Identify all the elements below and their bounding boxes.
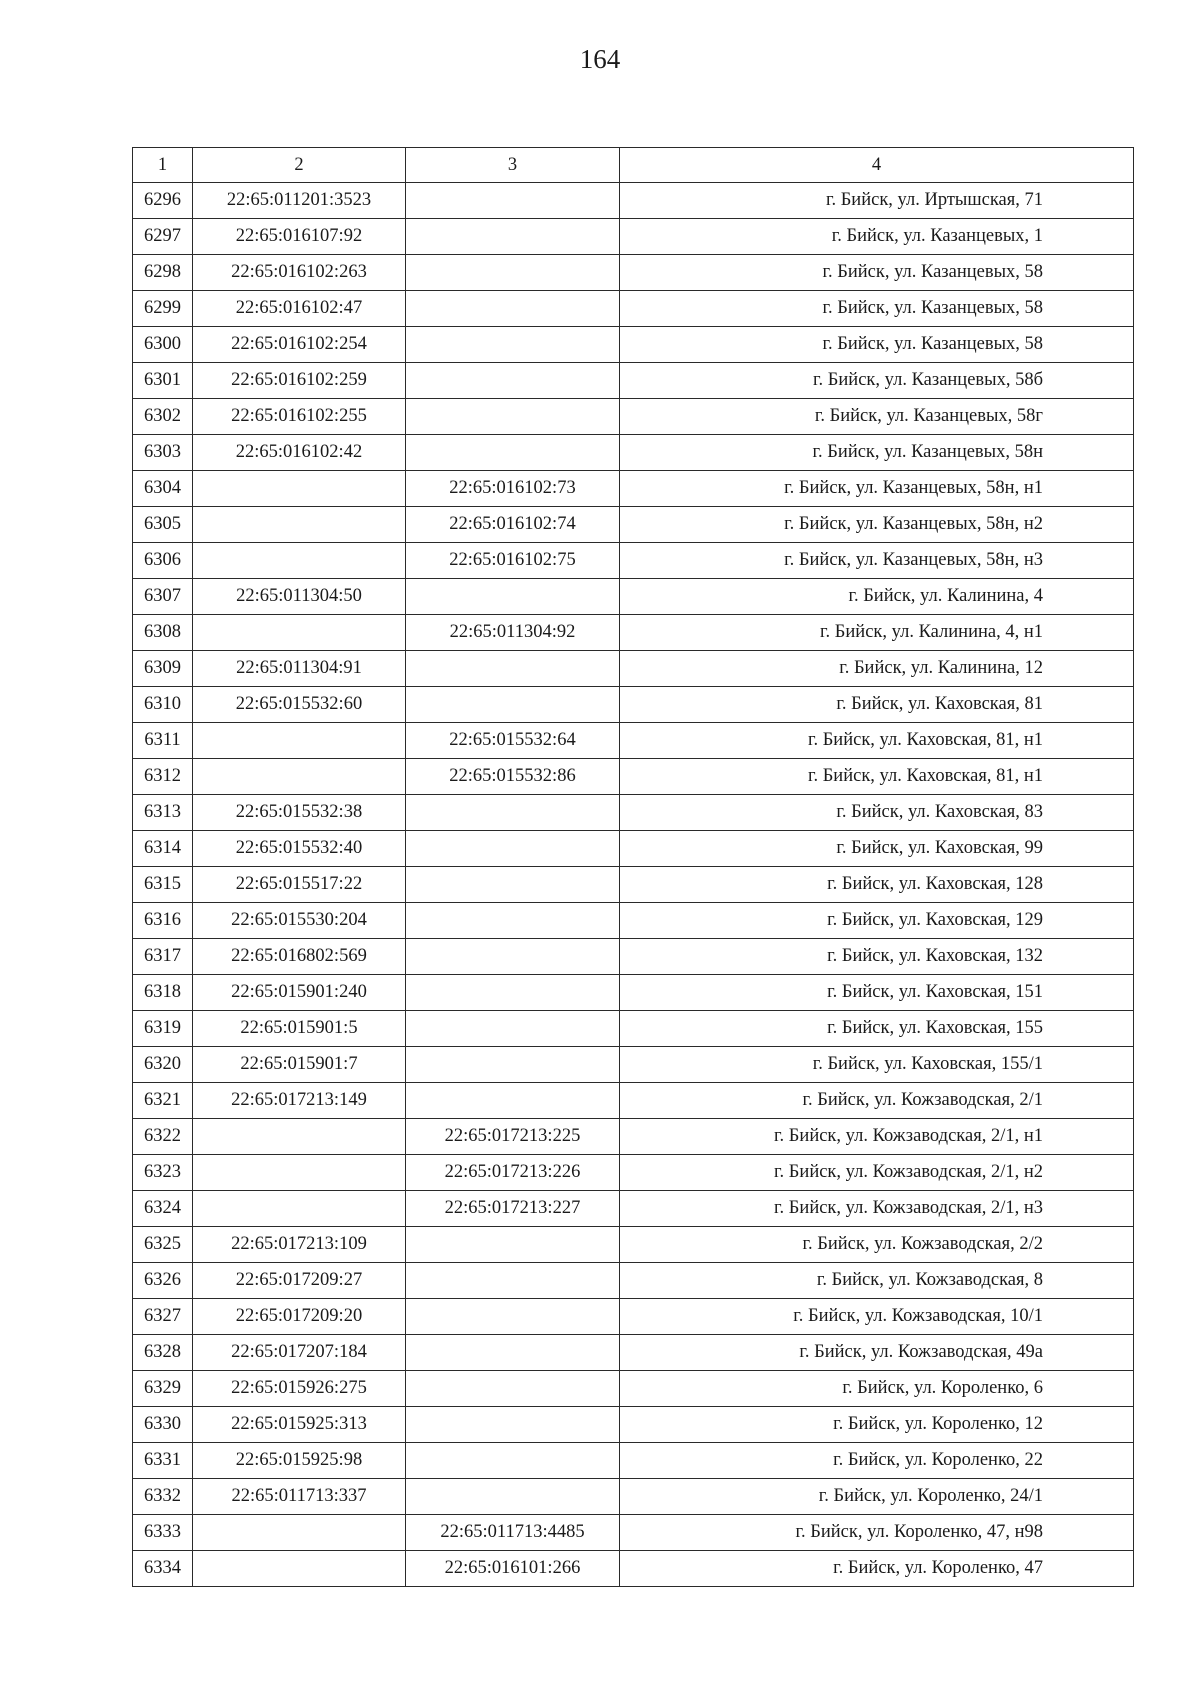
cadastral-number-cell: [193, 759, 406, 795]
address-cell: г. Бийск, ул. Казанцевых, 58: [620, 327, 1134, 363]
premises-number-cell: 22:65:011713:4485: [406, 1515, 620, 1551]
premises-number-cell: [406, 975, 620, 1011]
address-cell: г. Бийск, ул. Кожзаводская, 49а: [620, 1335, 1134, 1371]
cadastral-number-cell: 22:65:017209:27: [193, 1263, 406, 1299]
cadastral-number-cell: [193, 723, 406, 759]
table-row: [133, 291, 1134, 327]
address-cell: г. Бийск, ул. Каховская, 81, н1: [620, 723, 1134, 759]
address-cell: г. Бийск, ул. Каховская, 129: [620, 903, 1134, 939]
table-row: [133, 471, 1134, 507]
row-number-cell: 6329: [133, 1371, 193, 1407]
premises-number-cell: [406, 867, 620, 903]
address-cell: г. Бийск, ул. Казанцевых, 58н: [620, 435, 1134, 471]
cadastral-number-cell: 22:65:017213:109: [193, 1227, 406, 1263]
table-row: [133, 327, 1134, 363]
table-row: [133, 1407, 1134, 1443]
address-cell: г. Бийск, ул. Калинина, 12: [620, 651, 1134, 687]
address-cell: г. Бийск, ул. Кожзаводская, 10/1: [620, 1299, 1134, 1335]
cadastral-number-cell: 22:65:015532:38: [193, 795, 406, 831]
row-number-cell: 6320: [133, 1047, 193, 1083]
row-number-cell: 6328: [133, 1335, 193, 1371]
row-number-cell: 6321: [133, 1083, 193, 1119]
table-row: [133, 183, 1134, 219]
premises-number-cell: 22:65:015532:64: [406, 723, 620, 759]
cadastral-number-cell: 22:65:017209:20: [193, 1299, 406, 1335]
premises-number-cell: [406, 255, 620, 291]
cadastral-number-cell: 22:65:017213:149: [193, 1083, 406, 1119]
row-number-cell: 6323: [133, 1155, 193, 1191]
row-number-cell: 6303: [133, 435, 193, 471]
table-row: [133, 1227, 1134, 1263]
table-row: [133, 255, 1134, 291]
premises-number-cell: [406, 579, 620, 615]
table-row: [133, 687, 1134, 723]
cadastral-number-cell: [193, 507, 406, 543]
address-cell: г. Бийск, ул. Каховская, 81: [620, 687, 1134, 723]
premises-number-cell: [406, 1299, 620, 1335]
table-row: [133, 651, 1134, 687]
address-cell: г. Бийск, ул. Кожзаводская, 2/1, н2: [620, 1155, 1134, 1191]
cadastral-number-cell: 22:65:016102:259: [193, 363, 406, 399]
address-cell: г. Бийск, ул. Иртышская, 71: [620, 183, 1134, 219]
premises-number-cell: [406, 1083, 620, 1119]
cadastral-number-cell: 22:65:015926:275: [193, 1371, 406, 1407]
premises-number-cell: [406, 1263, 620, 1299]
row-number-cell: 6315: [133, 867, 193, 903]
address-cell: г. Бийск, ул. Казанцевых, 58б: [620, 363, 1134, 399]
row-number-cell: 6310: [133, 687, 193, 723]
table-row: [133, 1119, 1134, 1155]
table-row: [133, 831, 1134, 867]
table-row: [133, 1155, 1134, 1191]
row-number-cell: 6296: [133, 183, 193, 219]
address-cell: г. Бийск, ул. Калинина, 4, н1: [620, 615, 1134, 651]
table-row: [133, 399, 1134, 435]
address-cell: г. Бийск, ул. Калинина, 4: [620, 579, 1134, 615]
cadastral-number-cell: 22:65:016102:255: [193, 399, 406, 435]
cadastral-number-cell: [193, 1551, 406, 1587]
premises-number-cell: [406, 651, 620, 687]
table-row: [133, 579, 1134, 615]
address-cell: г. Бийск, ул. Казанцевых, 1: [620, 219, 1134, 255]
premises-number-cell: [406, 903, 620, 939]
row-number-cell: 6305: [133, 507, 193, 543]
address-cell: г. Бийск, ул. Кожзаводская, 2/1, н1: [620, 1119, 1134, 1155]
premises-number-cell: 22:65:016102:74: [406, 507, 620, 543]
column-header-1: 1: [133, 148, 193, 183]
table-row: [133, 1515, 1134, 1551]
address-cell: г. Бийск, ул. Короленко, 22: [620, 1443, 1134, 1479]
cadastral-number-cell: 22:65:015901:240: [193, 975, 406, 1011]
cadastral-number-cell: 22:65:015901:5: [193, 1011, 406, 1047]
row-number-cell: 6309: [133, 651, 193, 687]
address-cell: г. Бийск, ул. Кожзаводская, 2/1: [620, 1083, 1134, 1119]
table-row: [133, 1263, 1134, 1299]
cadastral-number-cell: 22:65:017207:184: [193, 1335, 406, 1371]
table-row: [133, 363, 1134, 399]
column-header-2: 2: [193, 148, 406, 183]
table-row: [133, 543, 1134, 579]
premises-number-cell: [406, 831, 620, 867]
premises-number-cell: [406, 795, 620, 831]
row-number-cell: 6299: [133, 291, 193, 327]
premises-number-cell: [406, 291, 620, 327]
premises-number-cell: 22:65:017213:226: [406, 1155, 620, 1191]
row-number-cell: 6313: [133, 795, 193, 831]
cadastral-number-cell: 22:65:011304:91: [193, 651, 406, 687]
row-number-cell: 6324: [133, 1191, 193, 1227]
address-cell: г. Бийск, ул. Короленко, 47, н98: [620, 1515, 1134, 1551]
page-number: 164: [579, 44, 621, 74]
cadastral-number-cell: 22:65:015532:60: [193, 687, 406, 723]
cadastral-number-cell: 22:65:015532:40: [193, 831, 406, 867]
table-row: [133, 975, 1134, 1011]
address-cell: г. Бийск, ул. Казанцевых, 58: [620, 255, 1134, 291]
row-number-cell: 6300: [133, 327, 193, 363]
row-number-cell: 6318: [133, 975, 193, 1011]
address-cell: г. Бийск, ул. Каховская, 155: [620, 1011, 1134, 1047]
cadastral-number-cell: [193, 471, 406, 507]
cadastral-number-cell: 22:65:016802:569: [193, 939, 406, 975]
table-row: [133, 939, 1134, 975]
row-number-cell: 6302: [133, 399, 193, 435]
row-number-cell: 6334: [133, 1551, 193, 1587]
premises-number-cell: [406, 1371, 620, 1407]
header-row: [133, 148, 1134, 183]
cadastral-number-cell: [193, 615, 406, 651]
column-header-3: 3: [406, 148, 620, 183]
row-number-cell: 6330: [133, 1407, 193, 1443]
premises-number-cell: 22:65:011304:92: [406, 615, 620, 651]
premises-number-cell: [406, 1227, 620, 1263]
row-number-cell: 6316: [133, 903, 193, 939]
cadastral-number-cell: 22:65:011201:3523: [193, 183, 406, 219]
premises-number-cell: [406, 1479, 620, 1515]
row-number-cell: 6304: [133, 471, 193, 507]
premises-number-cell: 22:65:017213:227: [406, 1191, 620, 1227]
row-number-cell: 6312: [133, 759, 193, 795]
table-row: [133, 435, 1134, 471]
address-cell: г. Бийск, ул. Каховская, 128: [620, 867, 1134, 903]
premises-number-cell: 22:65:016102:73: [406, 471, 620, 507]
address-cell: г. Бийск, ул. Короленко, 6: [620, 1371, 1134, 1407]
table-row: [133, 1047, 1134, 1083]
table-body: [133, 183, 1134, 1587]
table-row: [133, 1443, 1134, 1479]
premises-number-cell: [406, 1335, 620, 1371]
premises-number-cell: [406, 399, 620, 435]
cadastral-number-cell: [193, 1515, 406, 1551]
address-cell: г. Бийск, ул. Казанцевых, 58: [620, 291, 1134, 327]
table-row: [133, 795, 1134, 831]
cadastral-number-cell: [193, 1155, 406, 1191]
table-row: [133, 1551, 1134, 1587]
premises-number-cell: [406, 219, 620, 255]
cadastral-number-cell: 22:65:015530:204: [193, 903, 406, 939]
table-row: [133, 1011, 1134, 1047]
address-cell: г. Бийск, ул. Кожзаводская, 2/2: [620, 1227, 1134, 1263]
cadastral-number-cell: 22:65:015517:22: [193, 867, 406, 903]
cadastral-number-cell: 22:65:016102:263: [193, 255, 406, 291]
premises-number-cell: 22:65:016102:75: [406, 543, 620, 579]
premises-number-cell: [406, 1047, 620, 1083]
row-number-cell: 6311: [133, 723, 193, 759]
address-cell: г. Бийск, ул. Короленко, 24/1: [620, 1479, 1134, 1515]
address-cell: г. Бийск, ул. Казанцевых, 58н, н3: [620, 543, 1134, 579]
row-number-cell: 6326: [133, 1263, 193, 1299]
premises-number-cell: [406, 327, 620, 363]
cadastral-number-cell: 22:65:011304:50: [193, 579, 406, 615]
premises-number-cell: [406, 363, 620, 399]
premises-number-cell: [406, 1407, 620, 1443]
row-number-cell: 6333: [133, 1515, 193, 1551]
table-row: [133, 1299, 1134, 1335]
address-cell: г. Бийск, ул. Короленко, 47: [620, 1551, 1134, 1587]
row-number-cell: 6307: [133, 579, 193, 615]
premises-number-cell: 22:65:017213:225: [406, 1119, 620, 1155]
cadastral-number-cell: 22:65:016102:47: [193, 291, 406, 327]
premises-number-cell: [406, 1011, 620, 1047]
row-number-cell: 6298: [133, 255, 193, 291]
premises-number-cell: 22:65:016101:266: [406, 1551, 620, 1587]
cadastral-number-cell: [193, 543, 406, 579]
row-number-cell: 6325: [133, 1227, 193, 1263]
cadastral-number-cell: 22:65:015901:7: [193, 1047, 406, 1083]
cadastral-number-cell: 22:65:016102:42: [193, 435, 406, 471]
address-cell: г. Бийск, ул. Казанцевых, 58н, н1: [620, 471, 1134, 507]
row-number-cell: 6327: [133, 1299, 193, 1335]
table-row: [133, 1371, 1134, 1407]
cadastral-number-cell: 22:65:016107:92: [193, 219, 406, 255]
table-row: [133, 1191, 1134, 1227]
registry-table: [132, 147, 1134, 1587]
column-header-4: 4: [620, 148, 1134, 183]
row-number-cell: 6301: [133, 363, 193, 399]
row-number-cell: 6314: [133, 831, 193, 867]
row-number-cell: 6306: [133, 543, 193, 579]
address-cell: г. Бийск, ул. Каховская, 155/1: [620, 1047, 1134, 1083]
premises-number-cell: [406, 939, 620, 975]
table-row: [133, 867, 1134, 903]
premises-number-cell: [406, 435, 620, 471]
address-cell: г. Бийск, ул. Кожзаводская, 8: [620, 1263, 1134, 1299]
table-row: [133, 903, 1134, 939]
cadastral-number-cell: [193, 1191, 406, 1227]
table-row: [133, 615, 1134, 651]
table-row: [133, 1083, 1134, 1119]
address-cell: г. Бийск, ул. Казанцевых, 58н, н2: [620, 507, 1134, 543]
address-cell: г. Бийск, ул. Каховская, 83: [620, 795, 1134, 831]
cadastral-number-cell: 22:65:011713:337: [193, 1479, 406, 1515]
row-number-cell: 6297: [133, 219, 193, 255]
cadastral-number-cell: 22:65:015925:313: [193, 1407, 406, 1443]
table-row: [133, 723, 1134, 759]
premises-number-cell: [406, 183, 620, 219]
row-number-cell: 6317: [133, 939, 193, 975]
address-cell: г. Бийск, ул. Короленко, 12: [620, 1407, 1134, 1443]
table-header: [133, 148, 1134, 183]
table-row: [133, 507, 1134, 543]
row-number-cell: 6331: [133, 1443, 193, 1479]
address-cell: г. Бийск, ул. Казанцевых, 58г: [620, 399, 1134, 435]
premises-number-cell: [406, 1443, 620, 1479]
premises-number-cell: [406, 687, 620, 723]
table-row: [133, 1479, 1134, 1515]
address-cell: г. Бийск, ул. Кожзаводская, 2/1, н3: [620, 1191, 1134, 1227]
address-cell: г. Бийск, ул. Каховская, 81, н1: [620, 759, 1134, 795]
table-row: [133, 1335, 1134, 1371]
cadastral-number-cell: [193, 1119, 406, 1155]
address-cell: г. Бийск, ул. Каховская, 132: [620, 939, 1134, 975]
address-cell: г. Бийск, ул. Каховская, 151: [620, 975, 1134, 1011]
address-cell: г. Бийск, ул. Каховская, 99: [620, 831, 1134, 867]
table-row: [133, 219, 1134, 255]
cadastral-number-cell: 22:65:016102:254: [193, 327, 406, 363]
row-number-cell: 6308: [133, 615, 193, 651]
premises-number-cell: 22:65:015532:86: [406, 759, 620, 795]
row-number-cell: 6322: [133, 1119, 193, 1155]
cadastral-number-cell: 22:65:015925:98: [193, 1443, 406, 1479]
row-number-cell: 6319: [133, 1011, 193, 1047]
row-number-cell: 6332: [133, 1479, 193, 1515]
table-row: [133, 759, 1134, 795]
